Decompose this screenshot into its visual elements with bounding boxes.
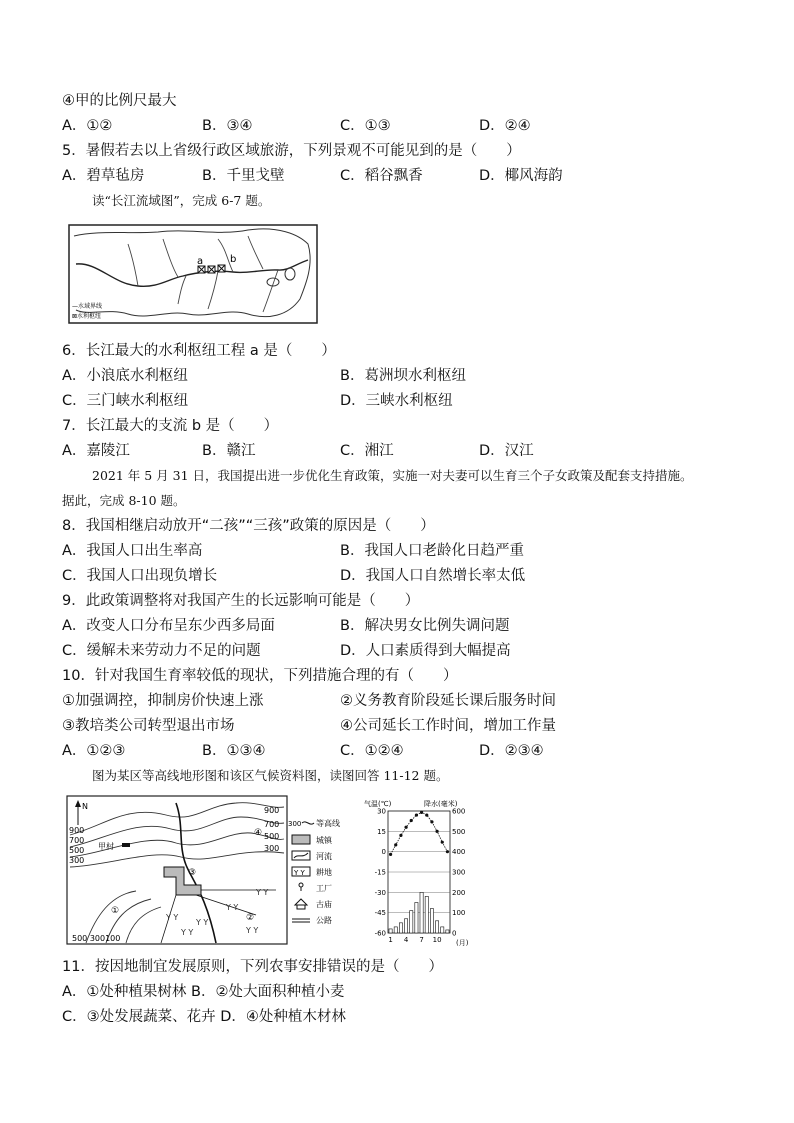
precip-bar (404, 919, 407, 933)
precip-bar (446, 930, 449, 933)
option-d[interactable]: D．椰风海韵 (479, 168, 563, 184)
legend-temple: 古庙 (316, 900, 332, 909)
statement-4: ④甲的比例尺最大 (62, 93, 177, 109)
precip-tick-label: 400 (452, 848, 466, 857)
precip-bar (430, 909, 433, 933)
option-d[interactable]: D．②④ (479, 118, 531, 134)
statement-1: ①加强调控，抑制房价快速上涨 (62, 693, 264, 709)
question-6: 6．长江最大的水利枢纽工程 a 是（ ） (62, 343, 336, 359)
option-c[interactable]: C．我国人口出现负增长 (62, 568, 218, 584)
option-d[interactable]: D．汉江 (479, 443, 534, 459)
option-a[interactable]: A．改变人口分布呈东少西多局面 (62, 618, 275, 634)
precip-bar (435, 921, 438, 933)
chart-grid (388, 811, 450, 933)
month-tick-label: 10 (432, 936, 442, 944)
option-b[interactable]: B．我国人口老龄化日趋严重 (340, 543, 524, 559)
svg-text:Y Y: Y Y (256, 888, 269, 897)
option-d[interactable]: D．人口素质得到大幅提高 (340, 643, 511, 659)
svg-text:Y Y: Y Y (196, 918, 209, 927)
legend-boundary: —水域界线 (72, 303, 103, 310)
contour-label-r300: 300 (264, 844, 280, 853)
temp-axis-title: 气温(℃) (364, 800, 392, 808)
options-q11-ab[interactable]: A．①处种植果树林 B．②处大面积种植小麦 (62, 984, 345, 1000)
contour-label-r500: 500 (264, 832, 280, 841)
temp-point (404, 826, 407, 829)
month-tick-label: 1 (388, 936, 393, 944)
area-label-3: ③ (188, 868, 197, 878)
legend-road: 公路 (316, 916, 332, 925)
option-b[interactable]: B．解决男女比例失调问题 (340, 618, 510, 634)
temp-point (425, 813, 428, 816)
temp-tick-label: -60 (374, 929, 386, 938)
option-a[interactable]: A．①② (62, 118, 113, 134)
option-c[interactable]: C．①②④ (340, 743, 404, 759)
legend-contour-value: 300 (288, 820, 302, 828)
precip-tick-label: 200 (452, 888, 466, 897)
temp-point (441, 841, 444, 844)
precip-bar (399, 923, 402, 933)
map-legend (288, 815, 368, 935)
contour-label-900: 900 (69, 826, 85, 835)
north-label: N (82, 802, 88, 811)
month-unit: (月) (456, 939, 469, 947)
temp-point (430, 820, 433, 823)
option-c[interactable]: C．湘江 (340, 443, 394, 459)
option-a[interactable]: A．我国人口出生率高 (62, 543, 203, 559)
precip-bar (415, 903, 418, 934)
temp-point (389, 853, 392, 856)
precip-bar (394, 927, 397, 933)
temp-tick-label: -45 (374, 909, 386, 918)
option-b[interactable]: B．①③④ (202, 743, 266, 759)
precip-tick-label: 300 (452, 868, 466, 877)
village-label: 甲村 (98, 842, 114, 851)
temperature-line (391, 812, 448, 854)
precip-bar (420, 892, 423, 933)
question-5: 5．暑假若去以上省级行政区域旅游，下列景观不可能见到的是（ ） (62, 143, 521, 159)
legend-farmland: 耕地 (316, 868, 332, 877)
contour-label-300: 300 (69, 856, 85, 865)
precip-tick-label: 0 (452, 929, 457, 938)
question-9: 9．此政策调整将对我国产生的长远影响可能是（ ） (62, 593, 420, 609)
temperature-points (389, 811, 449, 856)
option-b[interactable]: B．葛洲坝水利枢纽 (340, 368, 466, 384)
question-10: 10．针对我国生育率较低的现状，下列措施合理的有（ ） (62, 668, 458, 684)
contour-label-r900: 900 (264, 806, 280, 815)
temp-point (410, 819, 413, 822)
intro-11-12: 图为某区等高线地形图和该区气候资料图，读图回答 11-12 题。 (92, 768, 449, 783)
precip-bar (441, 927, 444, 933)
contour-bottom-labels: 500 300100 (72, 934, 121, 943)
temp-point (394, 843, 397, 846)
temp-tick-label: -30 (374, 888, 386, 897)
temp-point (446, 850, 449, 853)
legend-dam: ⊠水利枢纽 (72, 313, 102, 320)
precip-axis-title: 降水(毫米) (424, 800, 458, 808)
option-a[interactable]: A．①②③ (62, 743, 126, 759)
precip-bar (389, 929, 392, 933)
temp-tick-label: -15 (374, 868, 386, 877)
precip-tick-label: 100 (452, 909, 466, 918)
month-ticks (388, 936, 441, 944)
option-c[interactable]: C．稻谷飘香 (340, 168, 423, 184)
legend-contour: 等高线 (316, 819, 340, 828)
option-b[interactable]: B．③④ (202, 118, 253, 134)
option-d[interactable]: D．三峡水利枢纽 (340, 393, 453, 409)
area-label-1: ① (111, 906, 120, 916)
precip-ticks (452, 808, 465, 938)
area-label-2: ② (246, 913, 255, 923)
label-a: a (197, 256, 204, 267)
legend-river: 河流 (316, 852, 332, 861)
svg-text:Y Y: Y Y (226, 903, 239, 912)
option-a[interactable]: A．嘉陵江 (62, 443, 130, 459)
temp-point (415, 813, 418, 816)
intro-8-10-cont: 据此，完成 8-10 题。 (62, 493, 186, 508)
temp-point (399, 834, 402, 837)
climate-chart (362, 797, 474, 947)
question-11: 11．按因地制宜发展原则，下列农事安排错误的是（ ） (62, 959, 443, 975)
option-b[interactable]: B．千里戈壁 (202, 168, 285, 184)
temp-point (435, 830, 438, 833)
options-q11-cd[interactable]: C．③处发展蔬菜、花卉 D．④处种植木材林 (62, 1009, 346, 1025)
question-7: 7．长江最大的支流 b 是（ ） (62, 418, 279, 434)
contour-label-r700: 700 (264, 820, 280, 829)
precip-bar (410, 911, 413, 933)
option-b[interactable]: B．赣江 (202, 443, 256, 459)
statement-2: ②义务教育阶段延长课后服务时间 (340, 693, 556, 709)
month-tick-label: 7 (419, 936, 424, 944)
svg-text:Y Y: Y Y (166, 913, 179, 922)
option-c[interactable]: C．①③ (340, 118, 391, 134)
option-a[interactable]: A．碧草毡房 (62, 168, 145, 184)
svg-text:Y Y: Y Y (294, 869, 305, 877)
temp-ticks (375, 808, 386, 938)
option-c[interactable]: C．缓解未来劳动力不足的问题 (62, 643, 261, 659)
temp-point (420, 811, 423, 814)
precip-tick-label: 500 (452, 827, 466, 836)
intro-6-7: 读“长江流域图”，完成 6-7 题。 (92, 193, 271, 208)
contour-label-700: 700 (69, 836, 85, 845)
svg-text:Y Y: Y Y (181, 928, 194, 937)
month-tick-label: 4 (403, 936, 409, 944)
temp-tick-label: 0 (381, 848, 386, 857)
yangtze-basin-map (68, 224, 318, 324)
svg-text:Y Y: Y Y (246, 926, 259, 935)
label-b: b (230, 254, 237, 265)
temp-tick-label: 30 (377, 807, 386, 816)
option-c[interactable]: C．三门峡水利枢纽 (62, 393, 189, 409)
legend-town: 城镇 (316, 836, 332, 845)
option-d[interactable]: D．②③④ (479, 743, 544, 759)
statement-3: ③教培类公司转型退出市场 (62, 718, 235, 734)
temp-tick-label: 15 (377, 827, 386, 836)
option-a[interactable]: A．小浪底水利枢纽 (62, 368, 188, 384)
option-d[interactable]: D．我国人口自然增长率太低 (340, 568, 526, 584)
area-label-4: ④ (254, 828, 263, 838)
question-8: 8．我国相继启动放开“二孩”“三孩”政策的原因是（ ） (62, 518, 435, 534)
intro-8-10: 2021 年 5 月 31 日，我国提出进一步优化生育政策，实施一对夫妻可以生育三个子女政策及配套支持措施。 (92, 468, 693, 483)
contour-map (66, 795, 288, 945)
statement-4: ④公司延长工作时间，增加工作量 (340, 718, 556, 734)
precip-tick-label: 600 (452, 807, 466, 816)
legend-factory: 工厂 (316, 884, 332, 893)
precip-bar (425, 896, 428, 933)
contour-label-500: 500 (69, 846, 85, 855)
